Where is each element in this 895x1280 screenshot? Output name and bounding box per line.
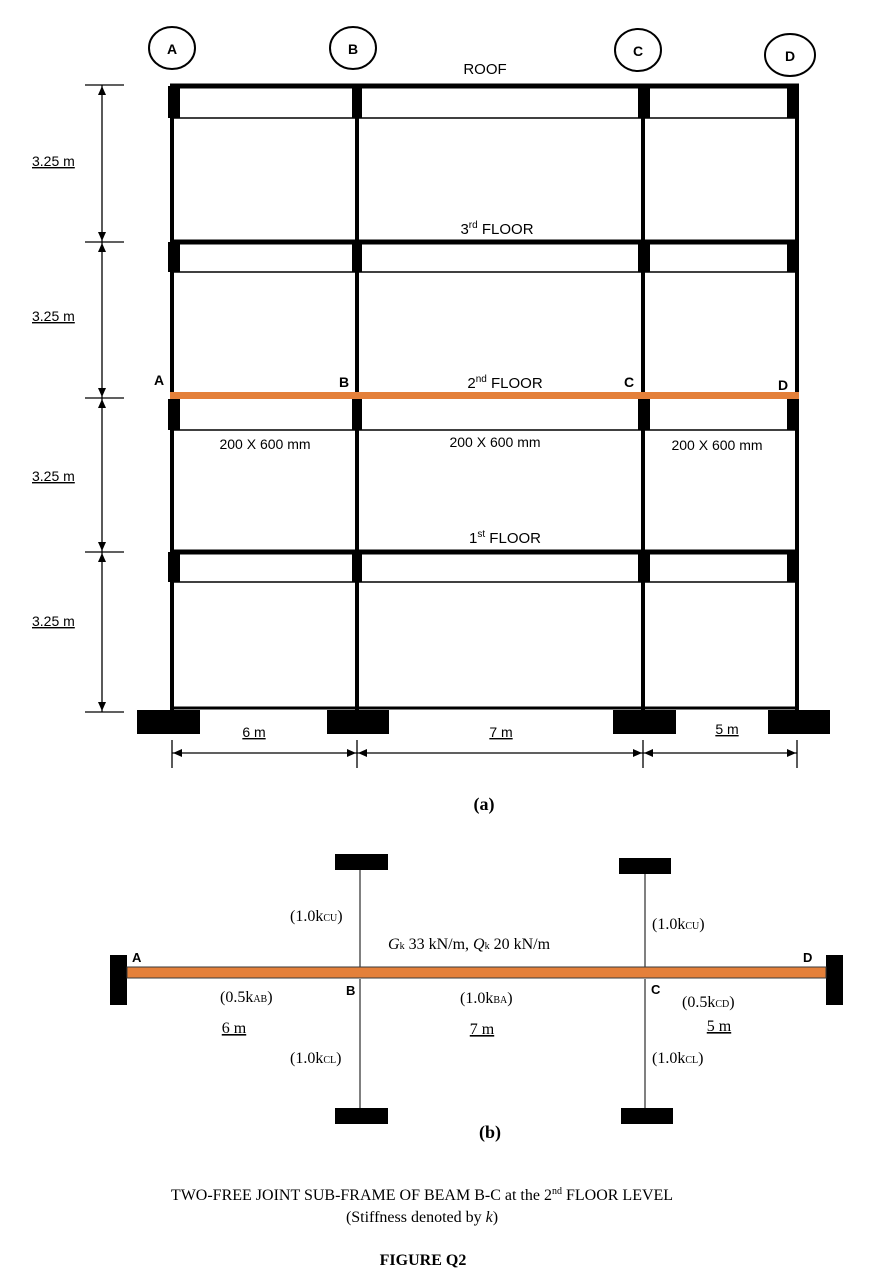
joint-block — [352, 552, 362, 582]
column-b-top-support — [335, 854, 388, 870]
stiffness-b-upper: (1.0kCU) — [290, 908, 343, 925]
joint-block — [787, 552, 799, 582]
stiffness-c-lower: (1.0kCL) — [652, 1050, 704, 1067]
sub-joint-label-c: C — [651, 982, 661, 997]
beam-size-cd: 200 X 600 mm — [671, 437, 763, 453]
sub-joint-label-a: A — [132, 950, 142, 965]
footing-d — [768, 710, 830, 734]
joint-block — [787, 242, 799, 272]
stiffness-b-lower: (1.0kCL) — [290, 1050, 342, 1067]
caption-b: (b) — [479, 1122, 501, 1142]
caption-a: (a) — [473, 794, 495, 814]
span-dimension-line — [172, 740, 797, 768]
second-floor-label: 2nd FLOOR — [467, 374, 543, 392]
storey-height-label: 3.25 m — [32, 153, 75, 169]
beam-size-ab: 200 X 600 mm — [219, 436, 311, 452]
joint-block — [168, 399, 180, 430]
caption-line-2: (Stiffness denoted by k) — [345, 1209, 499, 1226]
span-label: 5 m — [715, 721, 739, 737]
frame-elevation — [32, 27, 830, 815]
grid-label-b: B — [347, 41, 359, 57]
footing-b — [327, 710, 389, 734]
column-c-top-support — [619, 858, 671, 874]
storey-dimension-line — [85, 85, 124, 712]
stiffness-bc: (1.0kBA) — [460, 990, 513, 1007]
stiffness-cd: (0.5kCD) — [682, 994, 735, 1011]
joint-block — [638, 552, 650, 582]
storey-height-label: 3.25 m — [32, 468, 75, 484]
joint-label-b: B — [339, 374, 350, 390]
joint-block — [352, 86, 362, 118]
footing-c — [613, 710, 676, 734]
beams — [170, 86, 799, 582]
joint-block — [638, 399, 650, 430]
grid-label-c: C — [632, 43, 644, 59]
span-label: 7 m — [489, 724, 513, 740]
storey-height-label: 3.25 m — [32, 613, 75, 629]
column-b-bottom-support — [335, 1108, 388, 1124]
joint-block — [352, 399, 362, 430]
storey-height-labels — [32, 153, 75, 629]
column-c-bottom-support — [621, 1108, 673, 1124]
support-d — [826, 955, 843, 1005]
joint-block — [787, 86, 799, 118]
joint-block — [168, 552, 180, 582]
third-floor-label: 3rd FLOOR — [460, 220, 534, 238]
support-a — [110, 955, 127, 1005]
beam-size-bc: 200 X 600 mm — [449, 434, 541, 450]
sub-frame-beam — [127, 967, 826, 978]
storey-height-label: 3.25 m — [32, 308, 75, 324]
caption-line-1: TWO-FREE JOINT SUB-FRAME OF BEAM B-C at the 2nd FLOOR LEVEL — [170, 1186, 674, 1204]
grid-label-a: A — [166, 41, 178, 57]
figure-title: FIGURE Q2 — [379, 1252, 467, 1269]
joint-label-a: A — [154, 372, 165, 388]
first-floor-label: 1st FLOOR — [469, 529, 541, 547]
roof-label: ROOF — [463, 61, 507, 78]
joint-blocks — [168, 86, 799, 582]
grid-label-d: D — [784, 48, 796, 64]
joint-block — [352, 242, 362, 272]
stiffness-ab: (0.5kAB) — [220, 989, 273, 1006]
figure-caption — [171, 1186, 673, 1269]
joint-label-c: C — [624, 374, 635, 390]
footing-a — [137, 710, 200, 734]
sub-span-label: 7 m — [469, 1021, 495, 1038]
sub-span-label: 5 m — [706, 1018, 732, 1035]
sub-joint-label-d: D — [803, 950, 813, 965]
joint-block — [168, 86, 180, 118]
joint-block — [168, 242, 180, 272]
second-floor-beam-highlight — [170, 392, 799, 399]
joint-block — [787, 399, 799, 430]
span-label: 6 m — [242, 724, 266, 740]
sub-span-label: 6 m — [221, 1020, 247, 1037]
joint-block — [638, 86, 650, 118]
sub-joint-label-b: B — [346, 983, 356, 998]
load-label: Gk 33 kN/m, Qk 20 kN/m — [388, 936, 551, 953]
joint-label-d: D — [778, 377, 789, 393]
joint-block — [638, 242, 650, 272]
sub-frame — [110, 854, 843, 1143]
stiffness-c-upper: (1.0kCU) — [652, 916, 705, 933]
